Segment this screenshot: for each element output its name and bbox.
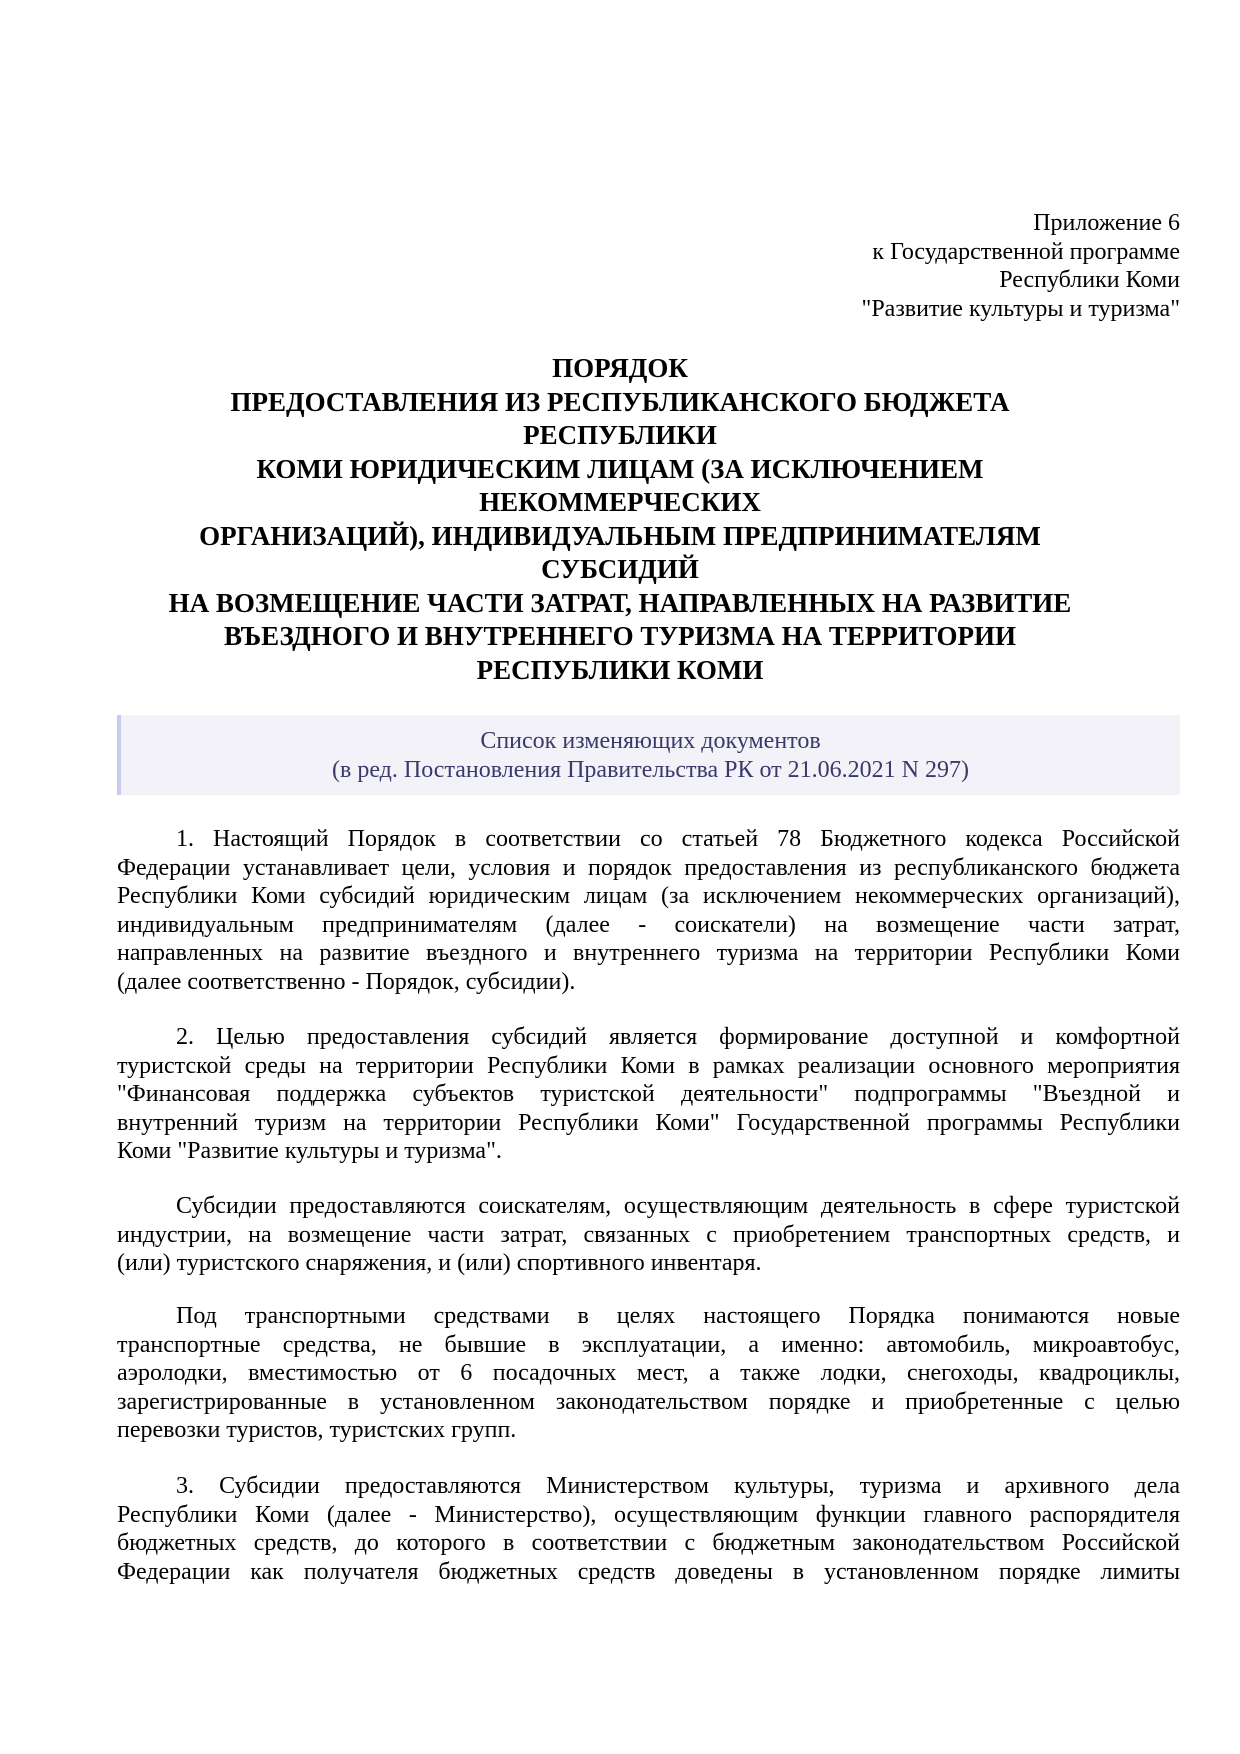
paragraph-line: аэролодки, вместимостью от 6 посадочных мест, а также лодки, снегоходы, квадроциклы, xyxy=(117,1360,1180,1387)
attachment-line: Республики Коми xyxy=(999,267,1180,294)
paragraph-line: транспортные средства, не бывшие в эксплуатации, а именно: автомобиль, микроавтобус, xyxy=(117,1331,1180,1358)
paragraph-line: Федерации как получателя бюджетных средств доведены в установленном порядке лимиты xyxy=(117,1558,1180,1585)
title-line: ОРГАНИЗАЦИЙ), ИНДИВИДУАЛЬНЫМ ПРЕДПРИНИМАТЕЛЯМ xyxy=(199,520,1041,551)
attachment-header xyxy=(862,209,1180,323)
paragraph xyxy=(117,825,1180,997)
amendments-box xyxy=(117,715,1180,795)
title-line: ПРЕДОСТАВЛЕНИЯ ИЗ РЕСПУБЛИКАНСКОГО БЮДЖЕТА xyxy=(230,386,1010,417)
paragraph-line: (или) туристского снаряжения, и (или) спортивного инвентаря. xyxy=(117,1250,762,1277)
paragraph xyxy=(117,1302,1180,1445)
paragraph-line: Субсидии предоставляются соискателям, осуществляющим деятельность в сфере туристской xyxy=(176,1193,1180,1219)
paragraph-line: Под транспортными средствами в целях настоящего Порядка понимаются новые xyxy=(176,1303,1180,1329)
paragraph-line: (далее соответственно - Порядок, субсидии). xyxy=(117,968,576,995)
paragraph xyxy=(117,1192,1180,1278)
title-line: КОМИ ЮРИДИЧЕСКИМ ЛИЦАМ (ЗА ИСКЛЮЧЕНИЕМ xyxy=(256,453,984,484)
paragraph-line: направленных на развитие въездного и внутреннего туризма на территории Республики Коми xyxy=(117,940,1180,967)
document-title xyxy=(60,352,1180,687)
paragraph-line: индивидуальным предпринимателям (далее - соискатели) на возмещение части затрат, xyxy=(117,911,1180,938)
title-line: РЕСПУБЛИКИ xyxy=(523,420,717,450)
paragraph xyxy=(117,1023,1180,1166)
paragraph-line: бюджетных средств, до которого в соответствии с бюджетным законодательством Российской xyxy=(117,1530,1180,1557)
paragraph-line: зарегистрированные в установленном законодательством порядке и приобретенные с целью xyxy=(117,1388,1180,1415)
paragraph-line: Коми "Развитие культуры и туризма". xyxy=(117,1138,502,1165)
attachment-line: Приложение 6 xyxy=(1033,210,1180,236)
amendments-heading: Список изменяющих документов xyxy=(480,728,821,754)
title-line: РЕСПУБЛИКИ КОМИ xyxy=(476,654,764,685)
paragraph-line: "Финансовая поддержка субъектов туристской деятельности" подпрограммы "Въездной и xyxy=(117,1081,1180,1108)
amendments-note: (в ред. Постановления Правительства РК от 21.06.2021 N 297) xyxy=(332,757,969,783)
paragraph-line: Республики Коми (далее - Министерство), осуществляющим функции главного распорядителя xyxy=(117,1501,1180,1528)
paragraph-line: Республики Коми субсидий юридическим лицам (за исключением некоммерческих организаций), xyxy=(117,883,1180,910)
paragraph-line: перевозки туристов, туристских групп. xyxy=(117,1417,517,1444)
title-line: НЕКОММЕРЧЕСКИХ xyxy=(479,487,761,517)
paragraph-line: туристской среды на территории Республики Коми в рамках реализации основного мероприятия xyxy=(117,1052,1180,1079)
paragraph-line: индустрии, на возмещение части затрат, связанных с приобретением транспортных средств, и xyxy=(117,1221,1180,1248)
attachment-line: к Государственной программе xyxy=(872,238,1180,265)
paragraph-line: внутренний туризм на территории Республики Коми" Государственной программы Республики xyxy=(117,1109,1180,1136)
paragraph xyxy=(117,1472,1180,1586)
attachment-line: "Развитие культуры и туризма" xyxy=(861,295,1180,322)
title-line: ВЪЕЗДНОГО И ВНУТРЕННЕГО ТУРИЗМА НА ТЕРРИТОРИИ xyxy=(223,621,1017,651)
title-line: НА ВОЗМЕЩЕНИЕ ЧАСТИ ЗАТРАТ, НАПРАВЛЕННЫХ НА РАЗВИТИЕ xyxy=(168,587,1072,618)
title-line: СУБСИДИЙ xyxy=(541,554,699,584)
title-line: ПОРЯДОК xyxy=(552,353,688,383)
paragraph-line: 2. Целью предоставления субсидий является формирование доступной и комфортной xyxy=(176,1024,1180,1050)
paragraph-line: 3. Субсидии предоставляются Министерством культуры, туризма и архивного дела xyxy=(176,1473,1180,1499)
paragraph-line: Федерации устанавливает цели, условия и порядок предоставления из республиканского бюджета xyxy=(117,854,1180,881)
paragraph-line: 1. Настоящий Порядок в соответствии со статьей 78 Бюджетного кодекса Российской xyxy=(176,826,1180,852)
